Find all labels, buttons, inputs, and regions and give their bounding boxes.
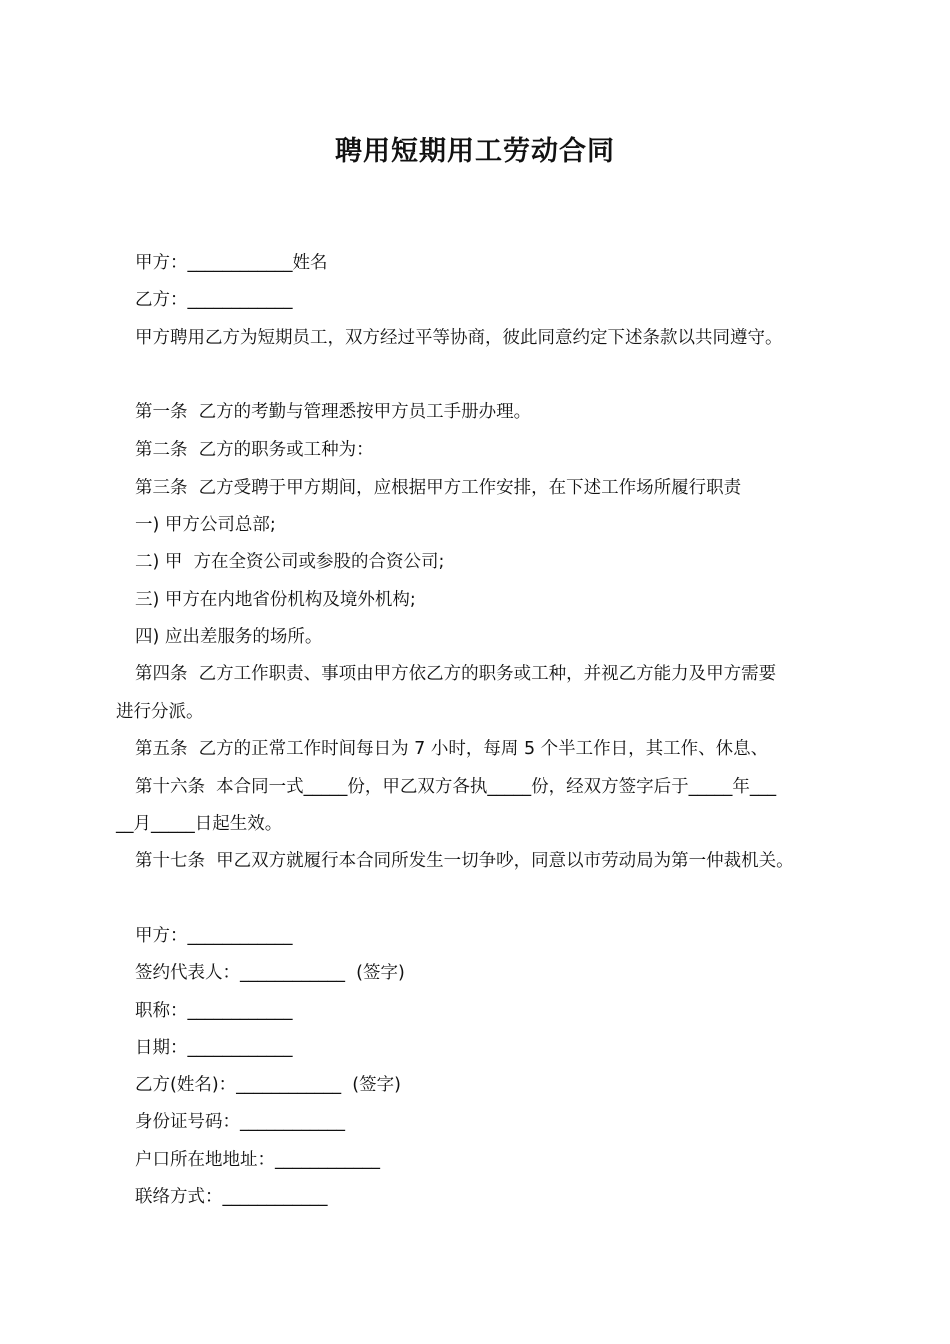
article-2: 第二条 乙方的职务或工种为： bbox=[135, 440, 374, 460]
signature-date: 日期：____________ bbox=[135, 1038, 293, 1058]
signature-party-b-name: 乙方(姓名)：____________ (签字) bbox=[135, 1075, 401, 1095]
party-a-line: 甲方：____________姓名 bbox=[135, 253, 328, 273]
list-item-4: 四) 应出差服务的场所。 bbox=[135, 627, 323, 647]
signature-contact: 联络方式：____________ bbox=[135, 1187, 328, 1207]
article-5: 第五条 乙方的正常工作时间每日为 7 小时，每周 5 个半工作日，其工作、休息、 bbox=[135, 739, 769, 759]
signature-id-number: 身份证号码：____________ bbox=[135, 1112, 345, 1132]
list-item-2: 二) 甲 方在全资公司或参股的合资公司; bbox=[135, 552, 445, 572]
article-16-line-2: __月_____日起生效。 bbox=[116, 814, 283, 834]
signature-representative: 签约代表人：____________ (签字) bbox=[135, 963, 405, 983]
party-b-line: 乙方：____________ bbox=[135, 290, 293, 310]
list-item-3: 三) 甲方在内地省份机构及境外机构; bbox=[135, 590, 416, 610]
article-3: 第三条 乙方受聘于甲方期间，应根据甲方工作安排，在下述工作场所履行职责 bbox=[135, 478, 742, 498]
article-4-line-1: 第四条 乙方工作职责、事项由甲方依乙方的职务或工种，并视乙方能力及甲方需要 bbox=[135, 664, 777, 684]
list-item-1: 一) 甲方公司总部; bbox=[135, 515, 276, 535]
intro-paragraph: 甲方聘用乙方为短期员工，双方经过平等协商，彼此同意约定下述条款以共同遵守。 bbox=[135, 328, 783, 348]
article-4-line-2: 进行分派。 bbox=[116, 702, 204, 722]
signature-position: 职称：____________ bbox=[135, 1001, 293, 1021]
signature-household-address: 户口所在地地址：____________ bbox=[135, 1150, 380, 1170]
article-1: 第一条 乙方的考勤与管理悉按甲方员工手册办理。 bbox=[135, 402, 532, 422]
article-17: 第十七条 甲乙双方就履行本合同所发生一切争吵，同意以市劳动局为第一仲裁机关。 bbox=[135, 851, 794, 871]
page-title: 聘用短期用工劳动合同 bbox=[335, 136, 615, 167]
signature-party-a: 甲方：____________ bbox=[135, 926, 293, 946]
article-16-line-1: 第十六条 本合同一式_____份，甲乙双方各执_____份，经双方签字后于_____年___ bbox=[135, 777, 777, 797]
